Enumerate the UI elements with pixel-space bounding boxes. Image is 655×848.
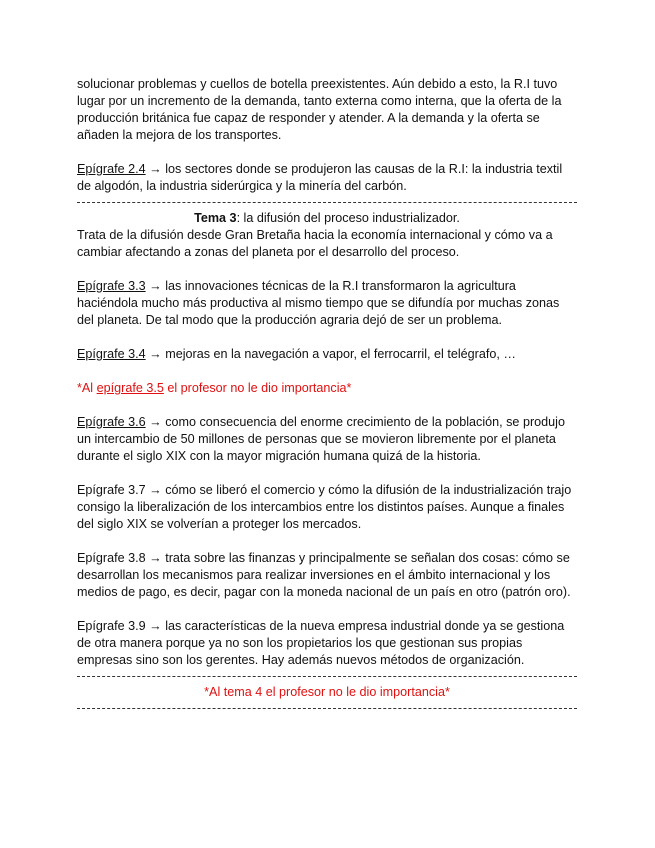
epigrafe-3-6-text: → como consecuencia del enorme crecimiento de la población, se produjo un intercambio de 50 millones de personas que se movieron libremente por el planeta durante el siglo XIX con la mayor migración humana quizá de la historia. [77, 415, 565, 463]
note-epigrafe-3-5 [77, 380, 577, 397]
epigrafe-2-4-label: Epígrafe 2.4 [77, 162, 146, 176]
dashed-divider [77, 708, 577, 709]
epigrafe-3-4-label: Epígrafe 3.4 [77, 347, 146, 361]
paragraph-epigrafe-3-3 [77, 278, 577, 329]
paragraph-epigrafe-3-7: Epígrafe 3.7 → cómo se liberó el comercio y cómo la difusión de la industrialización trajo consigo la liberalización de los intercambios entre los distintos países. Aunque a finales del siglo XIX se volverían a proteger los mercados. [77, 483, 572, 531]
paragraph-epigrafe-3-6 [77, 414, 577, 465]
paragraph-epigrafe-3-9: Epígrafe 3.9 → las características de la nueva empresa industrial donde ya se gestiona de otra manera porque ya no son los propietarios los que gestionan sus propias empresas sino son los gerentes. Hay además nuevos métodos de organización. [77, 619, 565, 667]
paragraph-epigrafe-3-8: Epígrafe 3.8 → trata sobre las finanzas y principalmente se señalan dos cosas: cómo se desarrollan los mecanismos para realizar inversiones en el ámbito internacional y los medios de pago, es decir, pagar con la moneda nacional de un país en otro (patrón oro). [77, 551, 571, 599]
note-3-5-post: el profesor no le dio importancia* [163, 381, 352, 395]
epigrafe-3-4-text: → mejoras en la navegación a vapor, el ferrocarril, el telégrafo, … [145, 347, 516, 361]
dashed-divider [77, 202, 577, 203]
note-tema-4: *Al tema 4 el profesor no le dio importancia* [204, 685, 450, 699]
document-body [77, 76, 577, 716]
note-3-5-label: epígrafe 3.5 [96, 381, 164, 395]
epigrafe-3-3-label: Epígrafe 3.3 [77, 279, 146, 293]
tema-3-title: : la difusión del proceso industrializador. [236, 211, 460, 225]
paragraph-intro: solucionar problemas y cuellos de botella preexistentes. Aún debido a esto, la R.I tuvo lugar por un incremento de la demanda, tanto externa como interna, que la oferta de la producción británica fue capaz de responder y atender. A la demanda y la oferta se añaden la mejora de los transportes. [77, 77, 562, 142]
paragraph-epigrafe-2-4 [77, 161, 577, 195]
tema-3-heading [77, 210, 577, 227]
epigrafe-2-4-text: → los sectores donde se produjeron las causas de la R.I: la industria textil de algodón, la industria siderúrgica y la minería del carbón. [77, 162, 563, 193]
dashed-divider [77, 676, 577, 677]
tema-3-description: Trata de la difusión desde Gran Bretaña hacia la economía internacional y cómo va a cambiar afectando a zonas del planeta por el desarrollo del proceso. [77, 228, 553, 259]
epigrafe-3-6-label: Epígrafe 3.6 [77, 415, 146, 429]
epigrafe-3-3-text: → las innovaciones técnicas de la R.I transformaron la agricultura haciéndola mucho más productiva al mismo tiempo que se difundía por muchas zonas del planeta. De tal modo que la producción agraria dejó de ser un problema. [77, 279, 560, 327]
paragraph-epigrafe-3-4 [77, 346, 577, 363]
note-3-5-pre: *Al [77, 381, 97, 395]
tema-3-label: Tema 3 [194, 211, 237, 225]
